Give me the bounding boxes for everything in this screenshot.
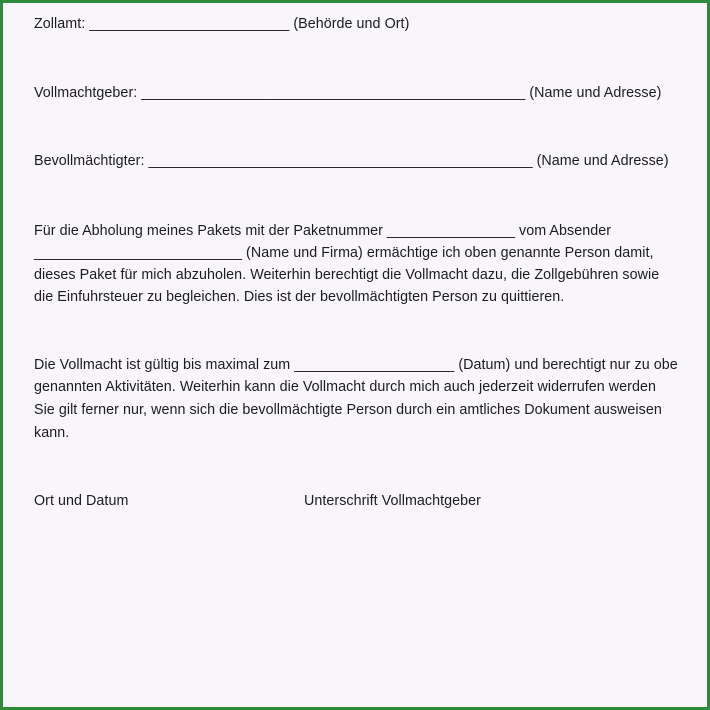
zollamt-field-line: Zollamt: _________________________ (Behörde und Ort) (34, 16, 410, 32)
paragraph-line: Sie gilt ferner nur, wenn sich die bevollmächtigte Person durch ein amtliches Dokument ausweisen (34, 402, 662, 418)
vollmachtgeber-field-line: Vollmachtgeber: ________________________________________________ (Name und Adresse) (34, 85, 662, 101)
paragraph-line: die Einfuhrsteuer zu begleichen. Dies ist der bevollmächtigten Person zu quittieren. (34, 289, 565, 305)
paragraph-line: __________________________ (Name und Firma) ermächtige ich oben genannte Person damit, (34, 245, 654, 261)
paragraph-line: Die Vollmacht ist gültig bis maximal zum ____________________ (Datum) und berechtigt nur zu obe (34, 357, 678, 373)
bevollmaechtigter-field-line: Bevollmächtigter: ________________________________________________ (Name und Adresse) (34, 153, 669, 169)
unterschrift-label: Unterschrift Vollmachtgeber (304, 493, 481, 509)
paragraph-line: dieses Paket für mich abzuholen. Weiterhin berechtigt die Vollmacht dazu, die Zollgebühren sowie (34, 267, 660, 283)
document-page (3, 3, 710, 710)
faint-watermark (38, 658, 93, 672)
ort-und-datum-label: Ort und Datum (34, 493, 129, 509)
paragraph-line: genannten Aktivitäten. Weiterhin kann die Vollmacht durch mich auch jederzeit widerrufen werden (34, 379, 656, 395)
paragraph-line: Für die Abholung meines Pakets mit der Paketnummer ________________ vom Absender (34, 223, 612, 239)
paragraph-line: kann. (34, 425, 70, 441)
